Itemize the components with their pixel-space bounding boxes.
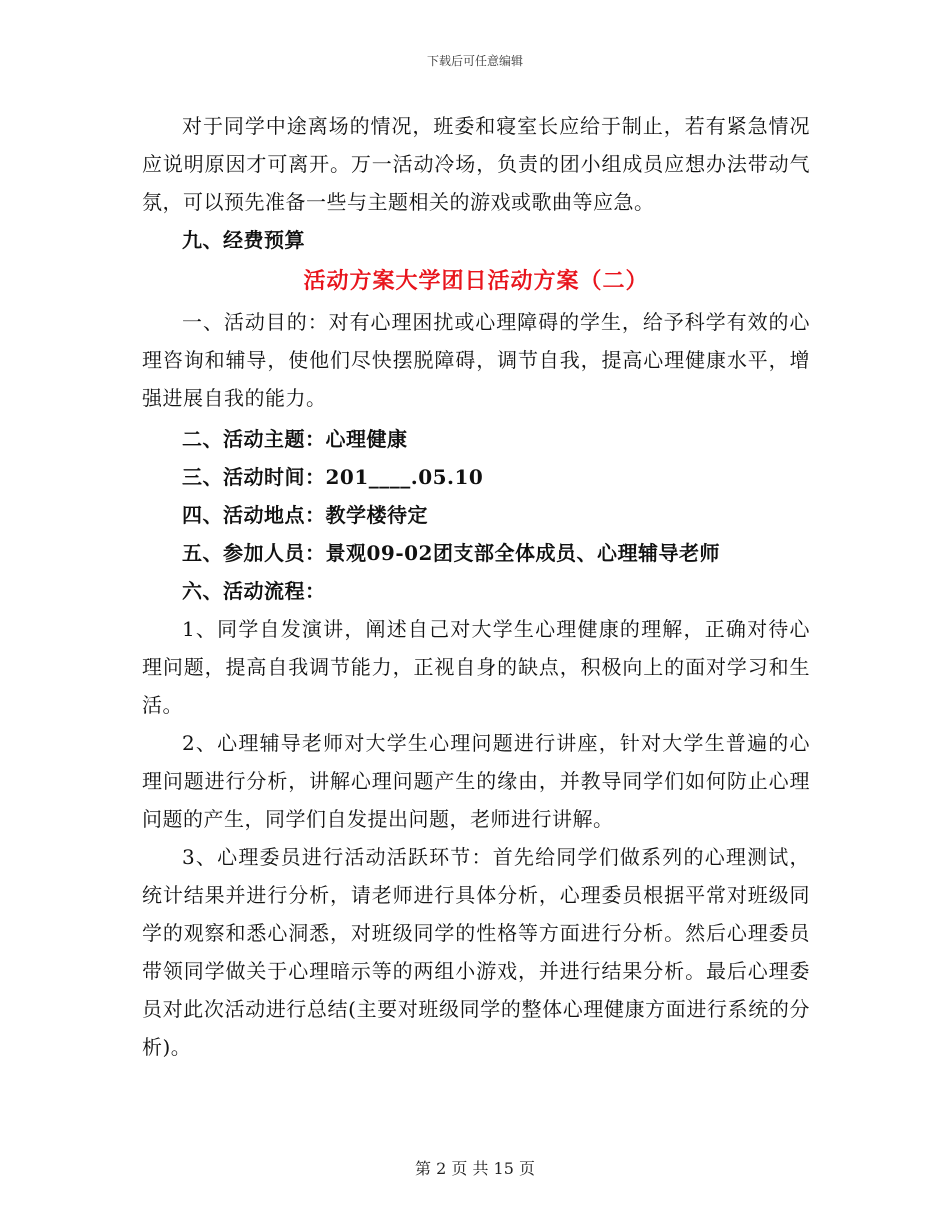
paragraph-early-leave: 对于同学中途离场的情况，班委和寝室长应给于制止，若有紧急情况应说明原因才可离开。万一活动冷场，负责的团小组成员应想办法带动气氛，可以预先准备一些与主题相关的游戏或歌曲等应急。 — [142, 114, 810, 214]
heading-activity-theme: 二、活动主题：心理健康 — [182, 427, 408, 451]
paragraph-step-2: 2、心理辅导老师对大学生心理问题进行讲座，针对大学生普遍的心理问题进行分析，讲解心理问题产生的缘由，并教导同学们如何防止心理问题的产生，同学们自发提出问题，老师进行讲解。 — [142, 731, 810, 831]
paragraph-activity-goal: 一、活动目的：对有心理困扰或心理障碍的学生，给予科学有效的心理咨询和辅导，使他们尽快摆脱障碍，调节自我，提高心理健康水平，增强进展自我的能力。 — [142, 310, 810, 410]
page-header: 下载后可任意编辑 — [426, 54, 523, 68]
heading-activity-place: 四、活动地点：教学楼待定 — [182, 503, 428, 527]
heading-participants: 五、参加人员：景观09-02团支部全体成员、心理辅导老师 — [182, 541, 720, 565]
page-footer: 第 2 页 共 15 页 — [415, 1159, 535, 1178]
document-title: 活动方案大学团日活动方案（二） — [303, 268, 649, 294]
paragraph-step-3: 3、心理委员进行活动活跃环节：首先给同学们做系列的心理测试，统计结果并进行分析，请老师进行具体分析，心理委员根据平常对班级同学的观察和悉心洞悉，对班级同学的性格等方面进行分析。然后心理委员带领同学做关于心理暗示等的两组小游戏，并进行结果分析。最后心理委员对此次活动进行总结(主要对班级同学的整体心理健康方面进行系统的分析)。 — [142, 845, 810, 1059]
paragraph-step-1: 1、同学自发演讲，阐述自己对大学生心理健康的理解，正确对待心理问题，提高自我调节能力，正视自身的缺点，积极向上的面对学习和生活。 — [142, 617, 810, 717]
heading-budget: 九、经费预算 — [182, 228, 305, 252]
heading-activity-time: 三、活动时间：201____.05.10 — [182, 465, 484, 489]
heading-activity-flow: 六、活动流程： — [182, 579, 326, 603]
document-body — [142, 107, 810, 1066]
